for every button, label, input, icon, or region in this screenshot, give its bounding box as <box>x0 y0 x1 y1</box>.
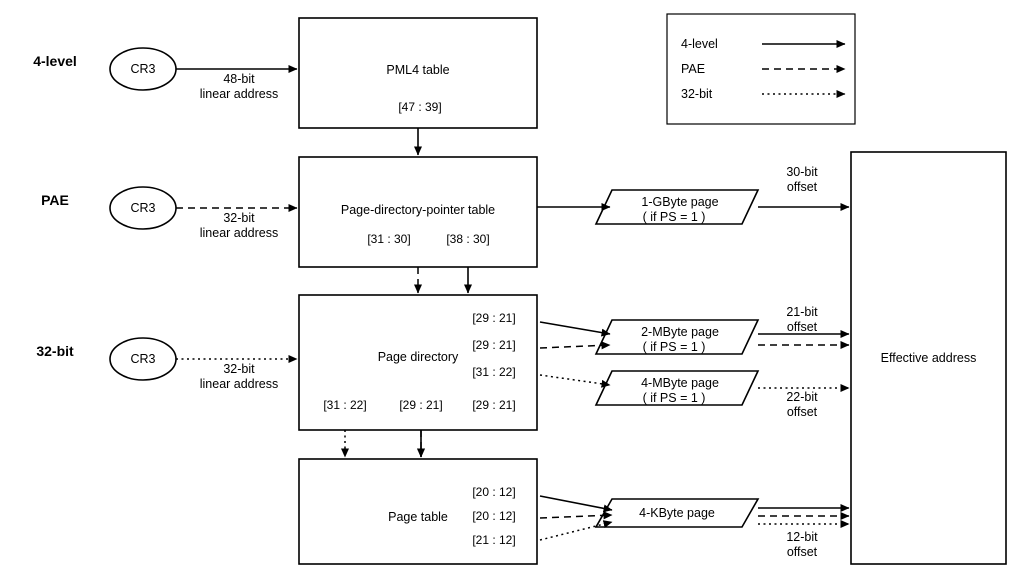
pdpt-table-label: Page-directory-pointer table <box>340 203 496 217</box>
arrow-pd-to-2mbyte-dashed <box>540 345 610 348</box>
page-4kbyte-line1: 4-KByte page <box>639 506 715 520</box>
address-label-32bit-line1: 32-bit <box>223 362 255 376</box>
page-table-label: Page table <box>388 510 448 524</box>
offset-21bit-line2: offset <box>786 320 818 334</box>
arrow-pd-to-4mbyte-dotted <box>540 375 610 385</box>
address-label-pae-line1: 32-bit <box>223 211 255 225</box>
cr3-pae-label: CR3 <box>130 201 156 215</box>
bits-pml4-0: [47 : 39] <box>398 100 442 114</box>
page-1gbyte-line1: 1-GByte page <box>641 195 719 209</box>
row-label-4level: 4-level <box>33 53 77 69</box>
offset-22bit-line2: offset <box>786 405 818 419</box>
page-4mbyte-line2: ( if PS = 1 ) <box>642 391 706 405</box>
bits-pt-0: [20 : 12] <box>472 485 516 499</box>
offset-12bit-line2: offset <box>786 545 818 559</box>
bits-pd-3: [31 : 22] <box>323 398 367 412</box>
cr3-4level-label: CR3 <box>130 62 156 76</box>
cr3-32bit-label: CR3 <box>130 352 156 366</box>
page-directory-label: Page directory <box>377 350 459 364</box>
arrow-pd-to-2mbyte-solid <box>540 322 610 334</box>
pml4-table-label: PML4 table <box>386 63 450 77</box>
page-1gbyte-line2: ( if PS = 1 ) <box>642 210 706 224</box>
bits-pt-1: [20 : 12] <box>472 509 516 523</box>
bits-pt-2: [21 : 12] <box>472 533 516 547</box>
bits-pd-2: [31 : 22] <box>472 365 516 379</box>
offset-12bit-line1: 12-bit <box>786 530 818 544</box>
bits-pd-0: [29 : 21] <box>472 311 516 325</box>
arrow-pt-to-4kbyte-solid <box>540 496 612 510</box>
offset-21bit-line1: 21-bit <box>786 305 818 319</box>
row-label-32bit: 32-bit <box>36 343 74 359</box>
bits-pdpt-0: [31 : 30] <box>367 232 411 246</box>
address-label-4level-line2: linear address <box>199 87 279 101</box>
effective-address-label: Effective address <box>880 351 977 365</box>
legend-label-4level: 4-level <box>681 37 718 51</box>
bits-pdpt-1: [38 : 30] <box>446 232 490 246</box>
row-label-pae: PAE <box>41 192 69 208</box>
bits-pd-5: [29 : 21] <box>472 398 516 412</box>
page-2mbyte-line2: ( if PS = 1 ) <box>642 340 706 354</box>
offset-30bit-line2: offset <box>786 180 818 194</box>
page-2mbyte-line1: 2-MByte page <box>641 325 719 339</box>
page-4mbyte-line1: 4-MByte page <box>641 376 719 390</box>
offset-22bit-line1: 22-bit <box>786 390 818 404</box>
legend-label-pae: PAE <box>681 62 706 76</box>
bits-pd-4: [29 : 21] <box>399 398 443 412</box>
address-label-pae-line2: linear address <box>199 226 279 240</box>
address-label-4level-line1: 48-bit <box>223 72 255 86</box>
arrow-pt-to-4kbyte-dashed <box>540 515 612 518</box>
address-label-32bit-line2: linear address <box>199 377 279 391</box>
bits-pd-1: [29 : 21] <box>472 338 516 352</box>
offset-30bit-line1: 30-bit <box>786 165 818 179</box>
arrow-pt-to-4kbyte-dotted <box>540 522 612 540</box>
legend-label-32bit: 32-bit <box>681 87 713 101</box>
solid-path-group <box>176 69 849 510</box>
